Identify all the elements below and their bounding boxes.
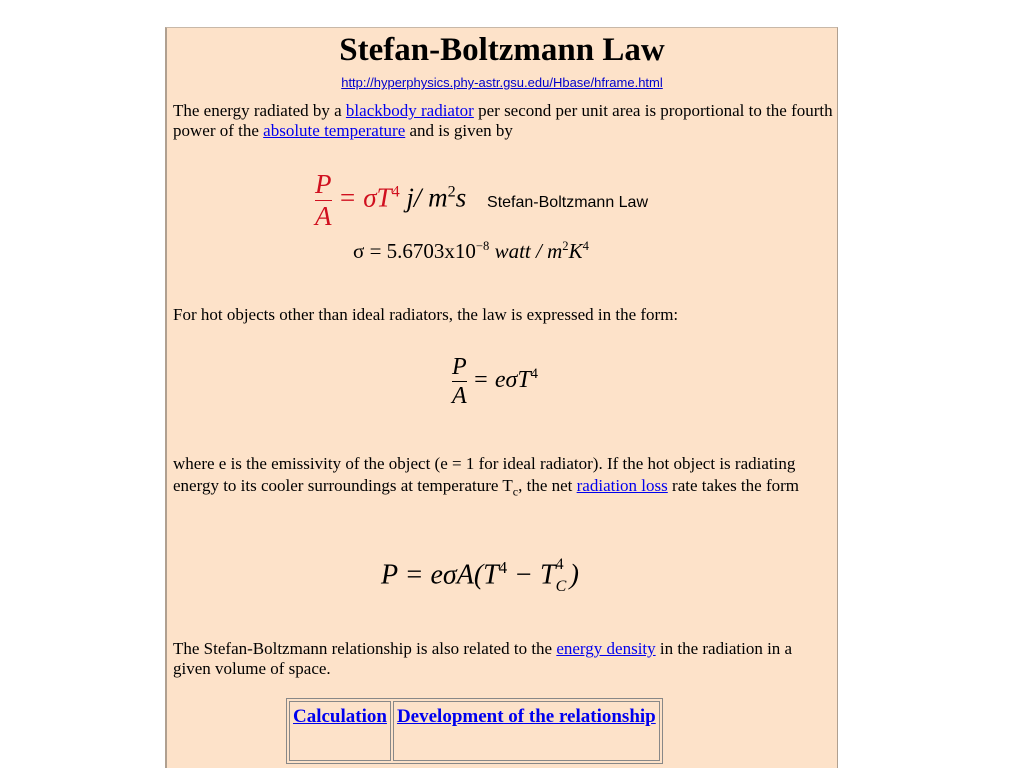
emissivity-paragraph: where e is the emissivity of the object (e = 1 for ideal radiator). If the hot object is radiating energy to its cooler surroundings at temperature $T_c$, the net radiation loss rate takes the form [173,454,799,499]
absolute-temperature-link[interactable]: absolute temperature [263,121,406,140]
calculation-link[interactable]: Calculation [293,706,387,727]
net-radiation-equation: $P = e\sigma A(T^4 - T$ 4 C ) [381,556,579,595]
development-link[interactable]: Development of the relationship [396,706,656,727]
development-cell [393,701,660,761]
stefan-boltzmann-equation: $\frac{P}{A}$ = $\sigma T^4$ j/ $m^2s$ Stefan-Boltzmann Law [315,169,649,231]
related-links-table [286,698,663,764]
content-panel [165,27,838,768]
emissivity-equation: $\frac{P}{A}$ = eσT$^4$ [452,354,538,409]
hot-objects-paragraph: For hot objects other than ideal radiators, the law is expressed in the form: [173,305,679,324]
intro-paragraph: The energy radiated by a blackbody radiator per second per unit area is proportional to the fourth power of the absolute temperature and is given by [173,101,833,140]
sigma-constant-equation: $\sigma = 5.6703x10^{-8}$ watt / $m^2K^4$ [353,239,589,263]
equation-label: Stefan-Boltzmann Law [487,193,649,211]
source-url-link[interactable]: http://hyperphysics.phy-astr.gsu.edu/Hbase/hframe.html [341,75,663,90]
radiation-loss-link[interactable]: radiation loss [576,476,668,495]
table-row [289,701,660,761]
page-title: Stefan-Boltzmann Law [339,32,665,68]
energy-density-paragraph: The Stefan-Boltzmann relationship is also related to the energy density in the radiation in a given volume of space. [173,639,793,678]
p-over-a-fraction-2: $\frac{P}{A}$ [452,354,467,409]
blackbody-radiator-link[interactable]: blackbody radiator [345,101,474,120]
p-over-a-fraction: $\frac{P}{A}$ [315,169,332,231]
calculation-cell [289,701,391,761]
energy-density-link[interactable]: energy density [556,639,656,658]
